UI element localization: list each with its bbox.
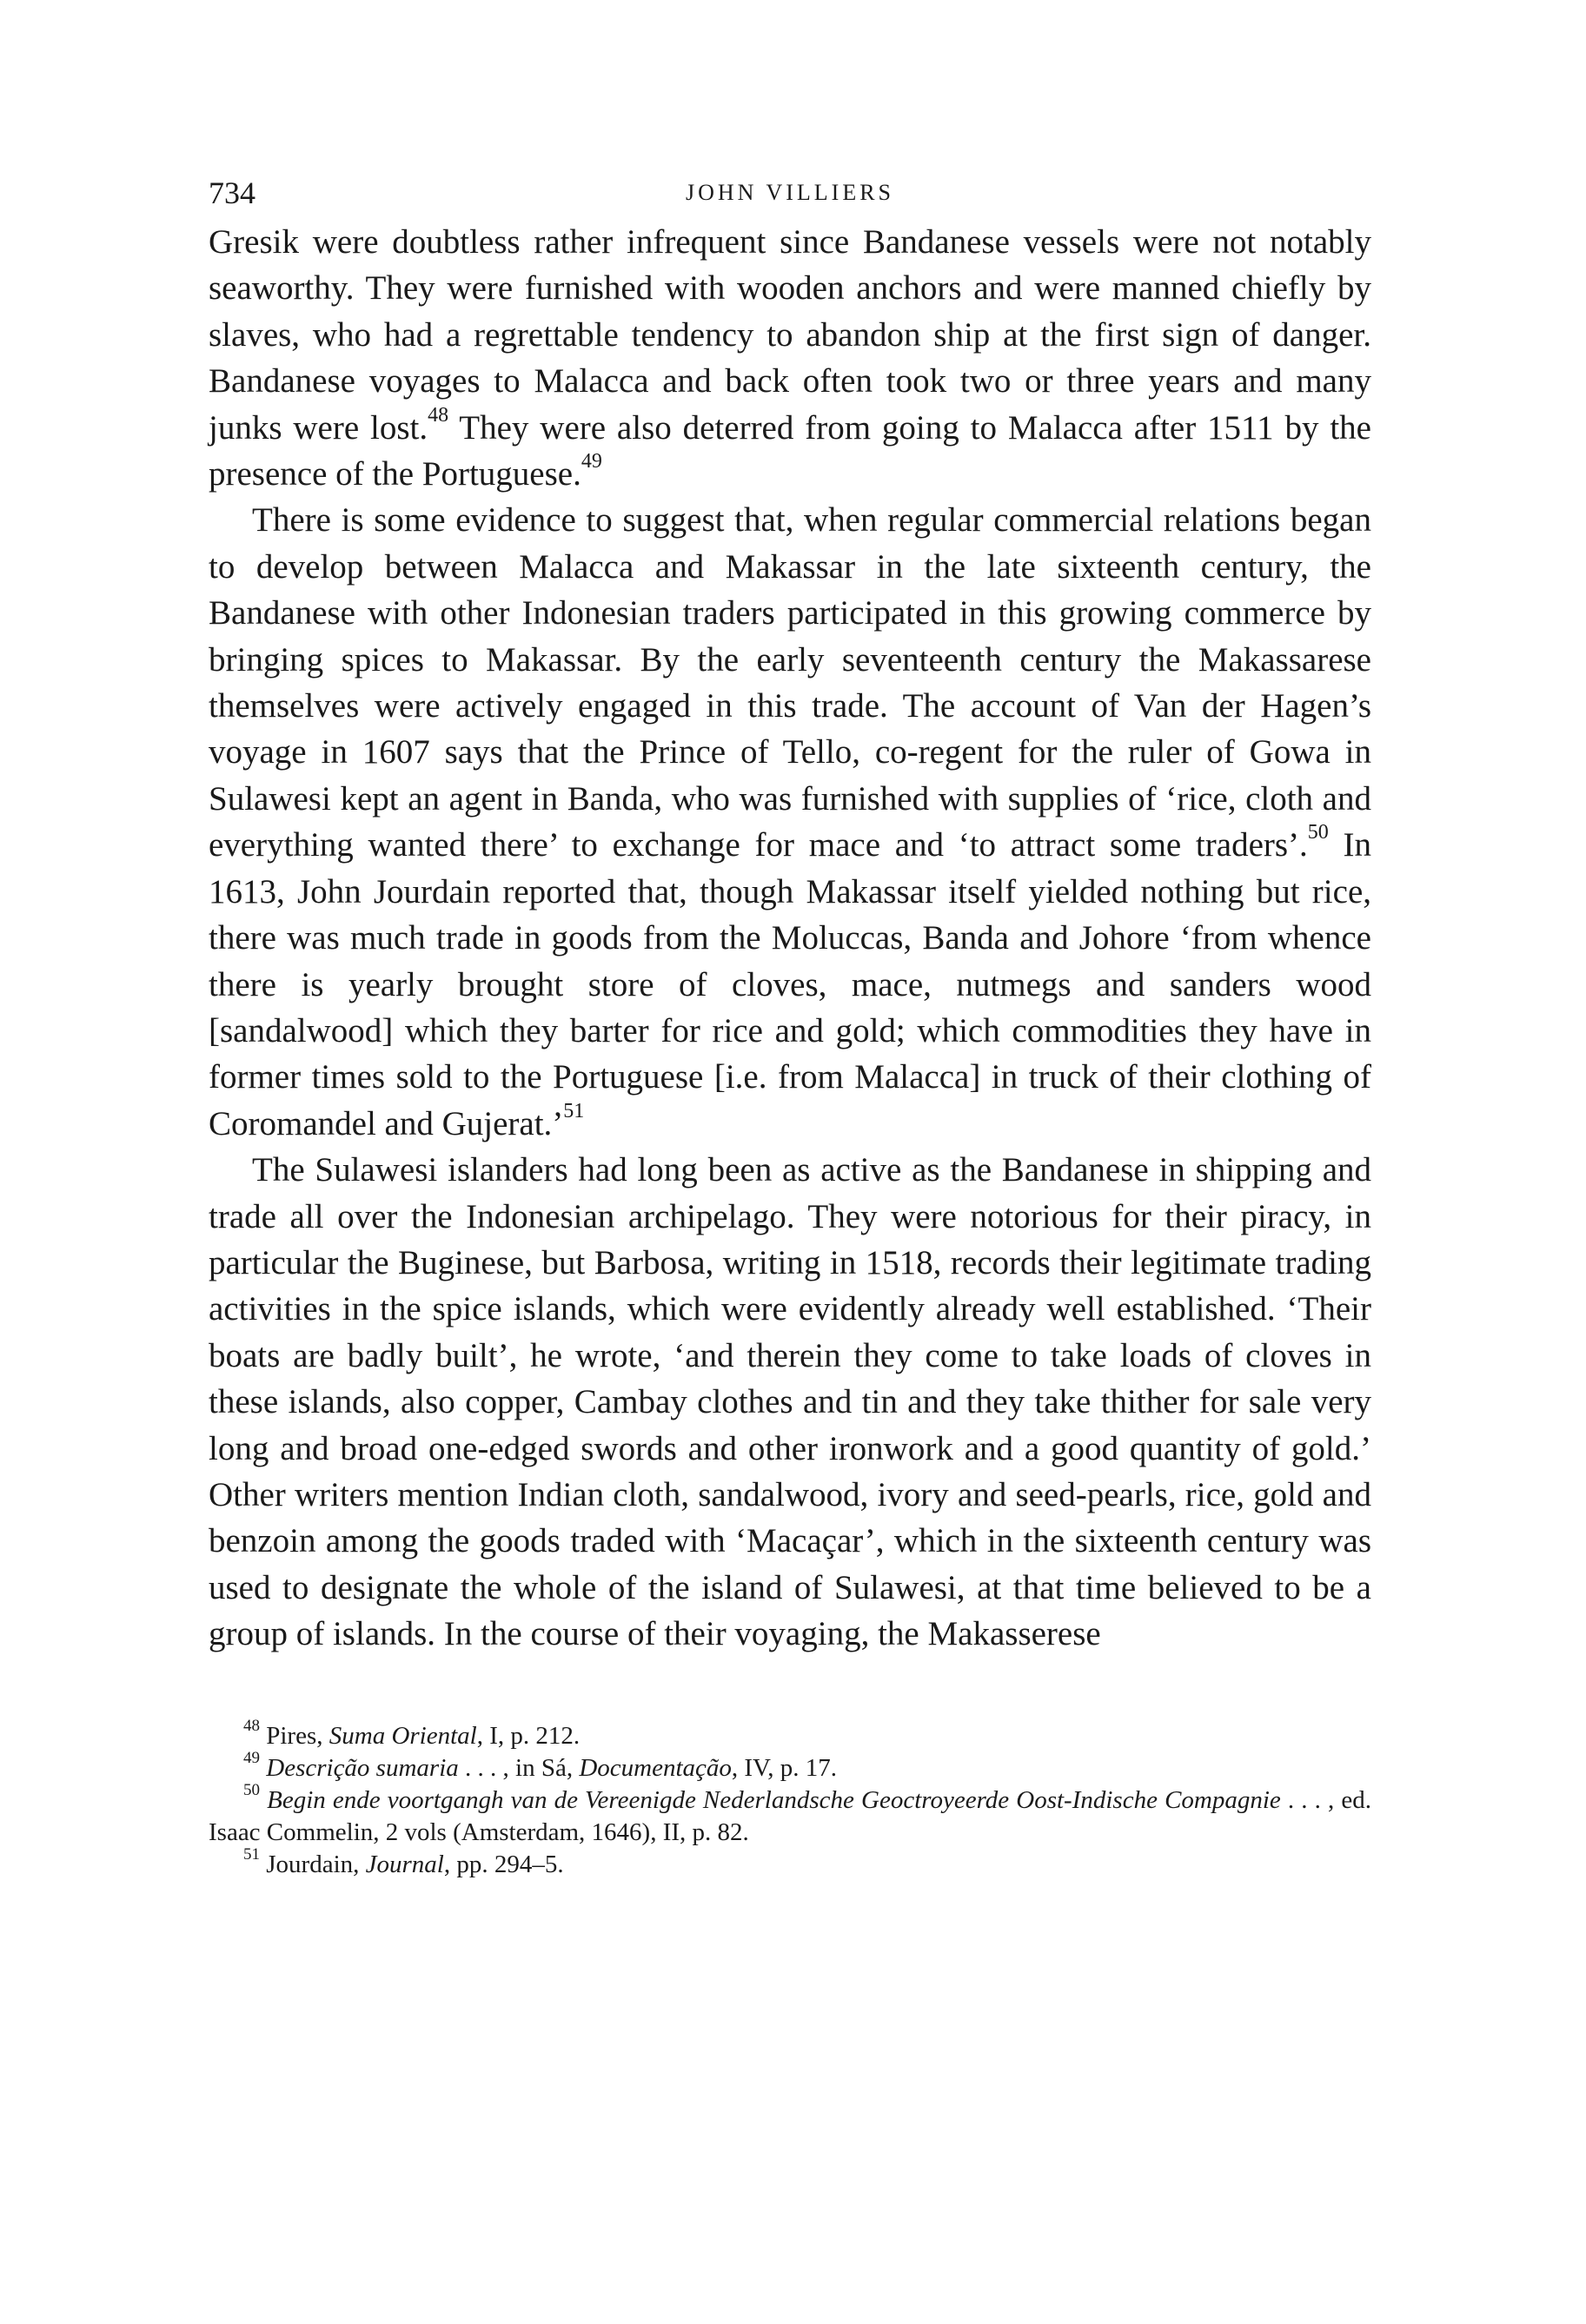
text-run: In 1613, John Jourdain reported that, though Makassar itself yielded nothing but rice, there was much trade in goods from the Moluccas, Banda and Johore ‘from whence there is yearly brought store of cloves, mace, nutmegs and sanders wood [sandalwood] which they barter for rice and gold; which commodities they have in former times sold to the Portuguese [i.e. from Malacca] in truck of their clothing of Coromandel and Gujerat.’	[209, 826, 1371, 1142]
text-run: . . . , in Sá,	[458, 1753, 580, 1782]
text-run: , pp. 294–5.	[443, 1850, 564, 1878]
italic-title: Suma Oriental	[328, 1721, 477, 1750]
paragraph	[209, 219, 1371, 497]
footnotes	[209, 1716, 1372, 1881]
page-number: 734	[209, 175, 255, 210]
footnote-ref: 51	[243, 1844, 260, 1864]
text-run: Pires,	[260, 1721, 329, 1750]
running-title: JOHN VILLIERS	[685, 180, 895, 205]
italic-title: Documentação	[579, 1753, 732, 1782]
text-run: They were also deterred from going to Malacca after 1511 by the presence of the Portuguese.	[209, 408, 1371, 493]
italic-title: Journal	[365, 1850, 444, 1878]
text-run: , IV, p. 17.	[731, 1753, 838, 1782]
text-run: Jourdain,	[260, 1850, 366, 1878]
footnote-ref: 48	[243, 1716, 260, 1735]
text-run: There is some evidence to suggest that, when regular commercial relations began to develop between Malacca and Makassar in the late sixteenth century, the Bandanese with other Indonesian traders participated in this growing commerce by bringing spices to Makassar. By the early seventeenth century the Makassarese themselves were actively engaged in this trade. The account of Van der Hagen’s voyage in 1607 says that the Prince of Tello, co-regent for the ruler of Gowa in Sulawesi kept an agent in Banda, who was furnished with supplies of ‘rice, cloth and everything wanted there’ to exchange for mace and ‘to attract some traders’.	[209, 501, 1371, 864]
text-run: . . . , ed. Isaac Commelin, 2 vols (Amsterdam, 1646), II, p. 82.	[209, 1785, 1372, 1846]
footnote-ref: 50	[243, 1780, 260, 1799]
running-header	[209, 170, 1371, 215]
book-page	[209, 170, 1371, 1881]
paragraph	[209, 1147, 1371, 1657]
text-run: , I, p. 212.	[476, 1721, 581, 1750]
footnote-ref: 48	[428, 403, 449, 427]
text-run: The Sulawesi islanders had long been as active as the Bandanese in shipping and trade all over the Indonesian archipelago. They were notorious for their piracy, in particular the Buginese, but Barbosa, writing in 1518, records their legitimate trading activities in the spice islands, which were evidently already well established. ‘Their boats are badly built’, he wrote, ‘and therein they come to take loads of cloves in these islands, also copper, Cambay clothes and tin and they take thither for sale very long and broad one-edged swords and other ironwork and a good quantity of gold.’ Other writers mention Indian cloth, sandalwood, ivory and seed-pearls, rice, gold and benzoin among the goods traded with ‘Macaçar’, which in the sixteenth century was used to designate the whole of the island of Sulawesi, at that time believed to be a group of islands. In the course of their voyaging, the Makasserese	[209, 1151, 1371, 1653]
footnote	[209, 1716, 1371, 1752]
italic-title: Begin ende voortgangh van de Vereenigde Nederlandsche Geoctroyeerde Oost-Indische Compagnie	[267, 1785, 1281, 1814]
footnote	[209, 1844, 1371, 1881]
text-run	[260, 1786, 267, 1814]
footnote	[209, 1748, 1371, 1784]
footnote-ref: 49	[581, 450, 602, 473]
footnote-ref: 50	[1307, 821, 1329, 844]
paragraph	[209, 497, 1371, 1147]
italic-title: Descrição sumaria	[266, 1753, 459, 1782]
body-text	[209, 219, 1371, 1658]
footnote-ref: 49	[243, 1748, 260, 1767]
footnote	[209, 1780, 1372, 1849]
footnote-ref: 51	[563, 1099, 585, 1122]
text-run: Gresik were doubtless rather infrequent since Bandanese vessels were not notably seaworthy. They were furnished with wooden anchors and were manned chiefly by slaves, who had a regrettable tendency to abandon ship at the first sign of danger. Bandanese voyages to Malacca and back often took two or three years and many junks were lost.	[209, 223, 1371, 447]
